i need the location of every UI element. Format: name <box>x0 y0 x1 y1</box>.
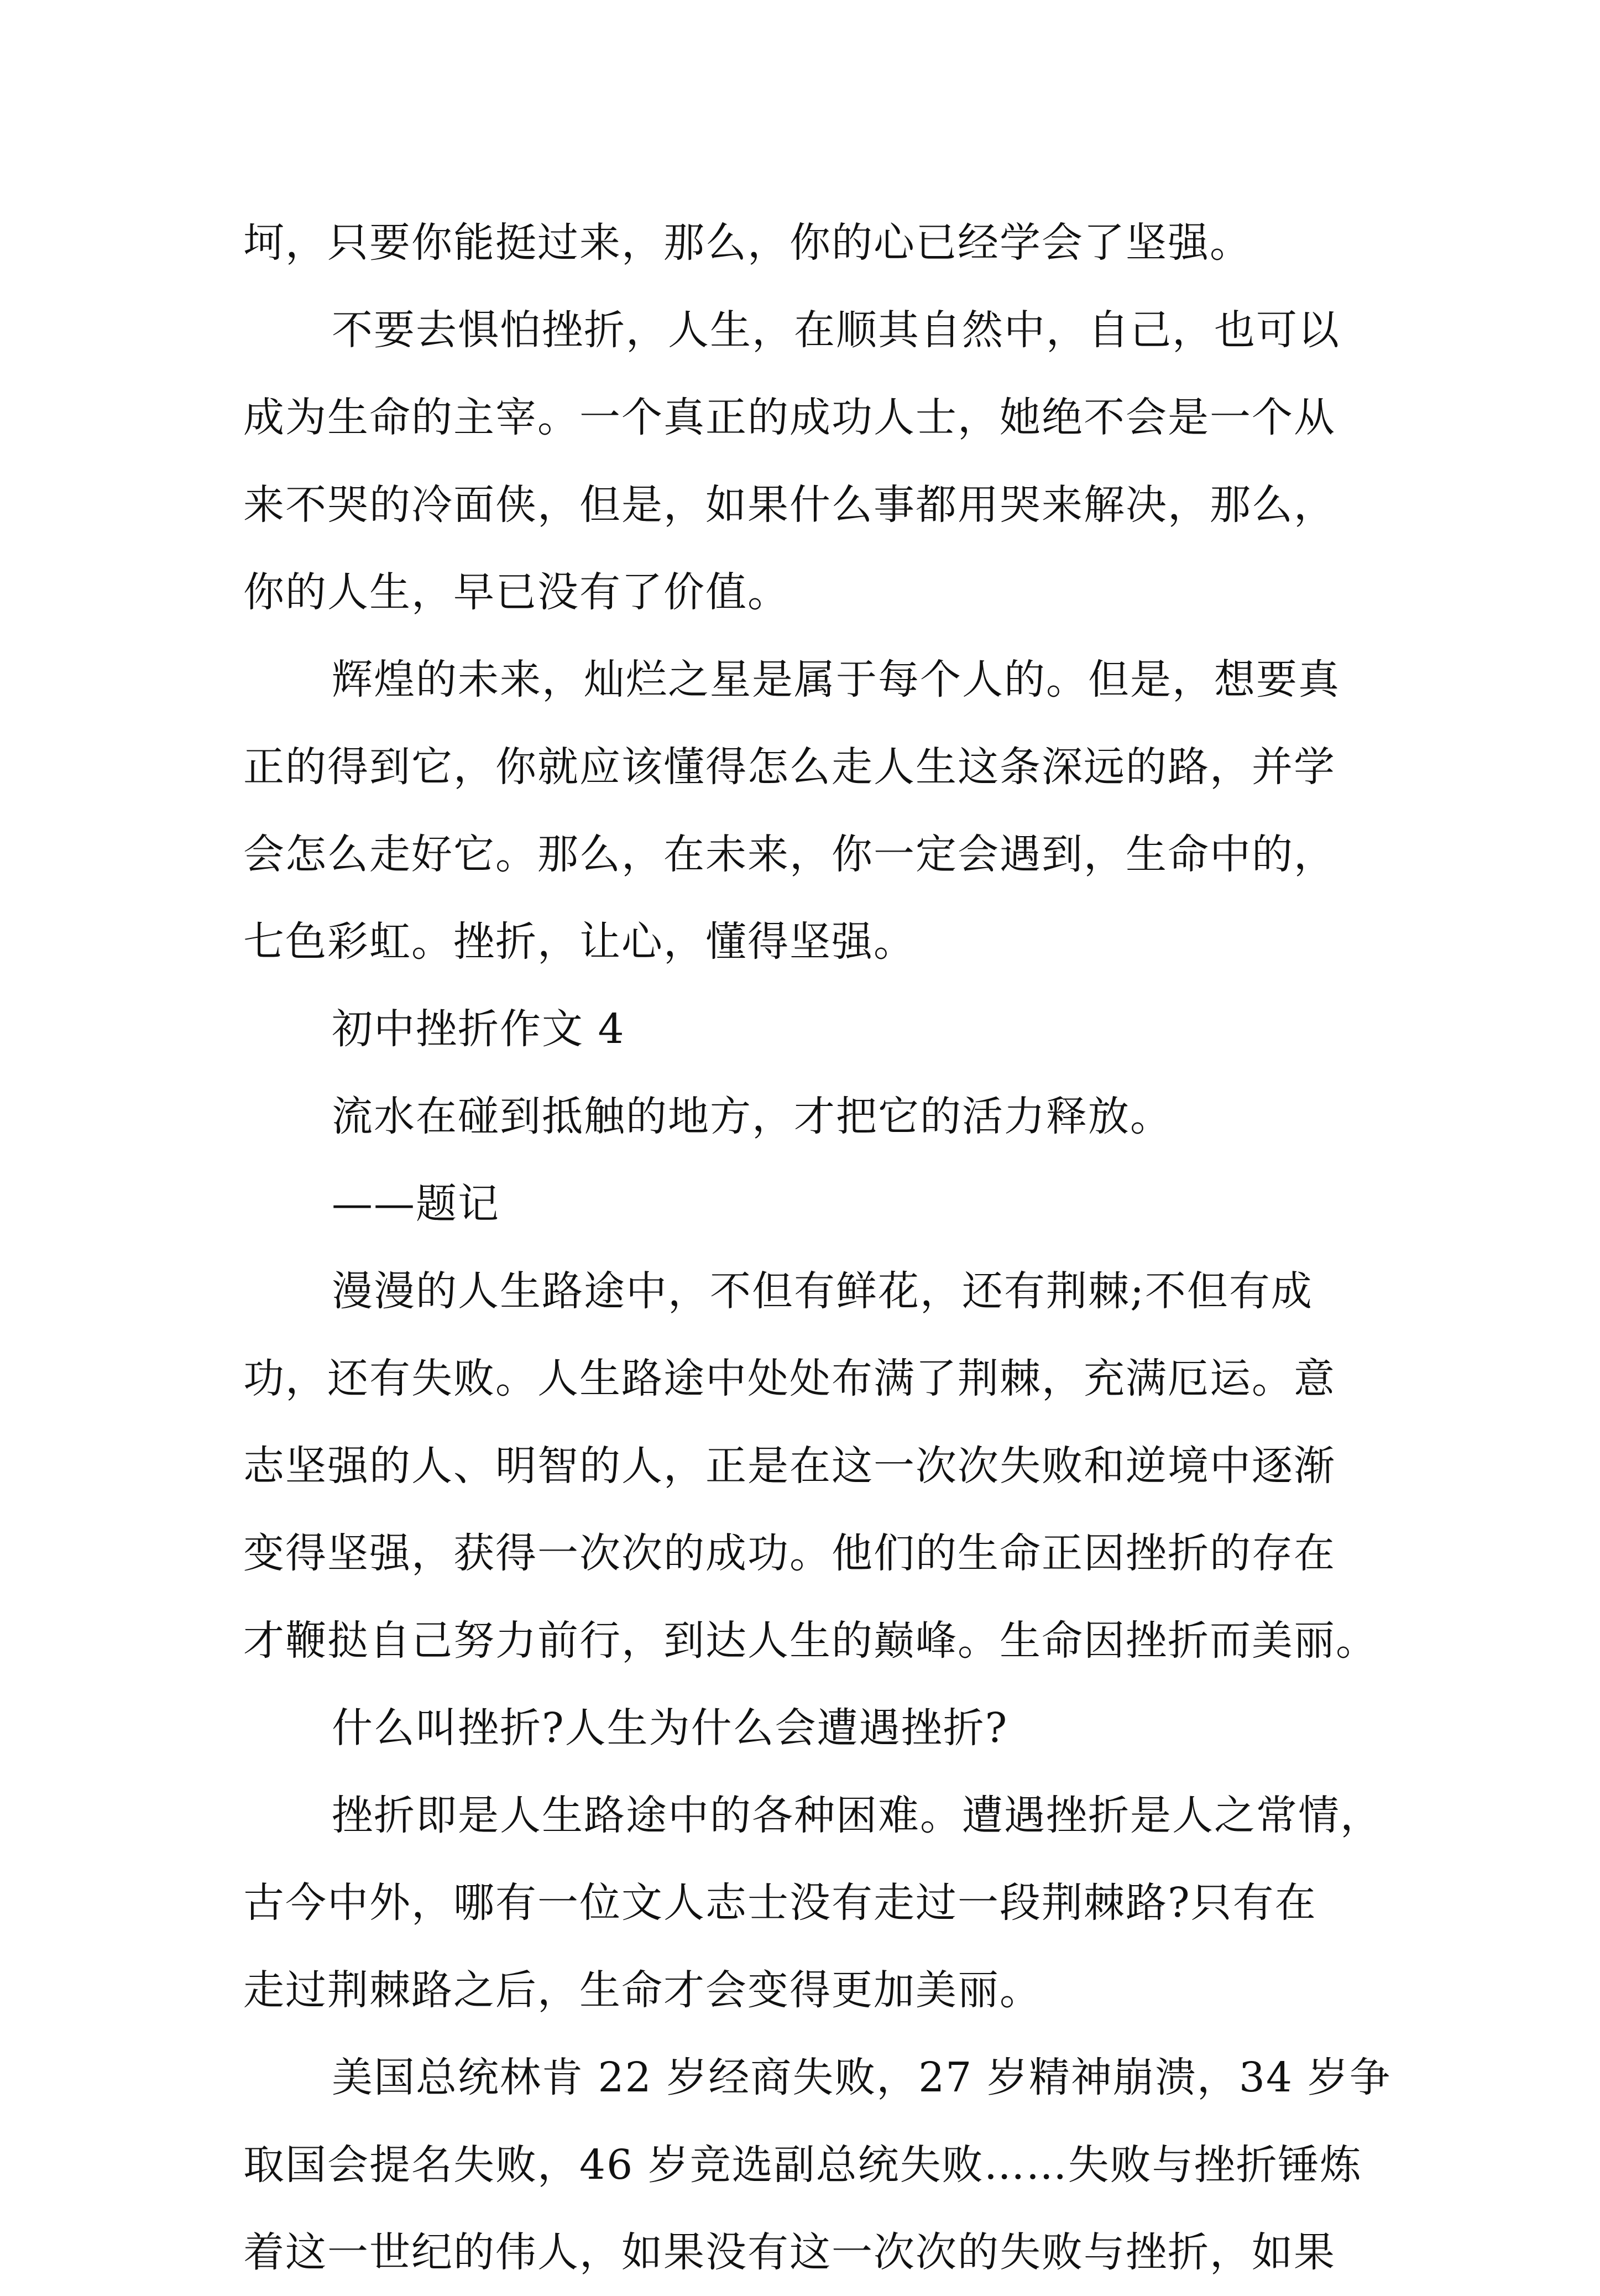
epigraph: 流水在碰到抵触的地方，才把它的活力释放。 <box>332 1093 1172 1140</box>
text-line: 漫漫的人生路途中，不但有鲜花，还有荆棘;不但有成 <box>332 1267 1313 1315</box>
text-line: 变得坚强，获得一次次的成功。他们的生命正因挫折的存在 <box>243 1530 1336 1577</box>
text-line: 你的人生，早已没有了价值。 <box>243 568 789 616</box>
text-line: 来不哭的冷面侠，但是，如果什么事都用哭来解决，那么， <box>243 481 1336 529</box>
text-line: 走过荆棘路之后，生命才会变得更加美丽。 <box>243 1966 1042 2014</box>
text-line: 才鞭挞自己努力前行，到达人生的巅峰。生命因挫折而美丽。 <box>243 1617 1378 1664</box>
text-line: 辉煌的未来，灿烂之星是属于每个人的。但是，想要真 <box>332 656 1340 703</box>
text-line: 坷，只要你能挺过来，那么，你的心已经学会了坚强。 <box>243 219 1252 267</box>
body-text <box>243 199 1392 2296</box>
text-line: 志坚强的人、明智的人，正是在这一次次失败和逆境中逐渐 <box>243 1442 1336 1490</box>
text-line: 取国会提名失败，46 岁竞选副总统失败……失败与挫折锤炼 <box>243 2141 1362 2189</box>
text-line: 古今中外，哪有一位文人志士没有走过一段荆棘路?只有在 <box>243 1879 1317 1927</box>
text-line: 美国总统林肯 22 岁经商失败，27 岁精神崩溃，34 岁争 <box>332 2054 1392 2101</box>
text-line: 功，还有失败。人生路途中处处布满了荆棘，充满厄运。意 <box>243 1355 1336 1402</box>
text-line: 不要去惧怕挫折，人生，在顺其自然中，自己，也可以 <box>332 306 1340 354</box>
text-line: 什么叫挫折?人生为什么会遭遇挫折? <box>332 1704 1008 1752</box>
text-line: 挫折即是人生路途中的各种困难。遭遇挫折是人之常情， <box>332 1792 1382 1839</box>
epigraph-attribution: ——题记 <box>332 1180 500 1228</box>
text-line: 会怎么走好它。那么，在未来，你一定会遇到，生命中的， <box>243 831 1336 878</box>
text-line: 成为生命的主宰。一个真正的成功人士，她绝不会是一个从 <box>243 394 1336 441</box>
text-line: 七色彩虹。挫折，让心，懂得坚强。 <box>243 918 916 966</box>
text-line: 正的得到它，你就应该懂得怎么走人生这条深远的路，并学 <box>243 743 1336 791</box>
section-title: 初中挫折作文 4 <box>332 1005 625 1053</box>
text-line: 着这一世纪的伟人，如果没有这一次次的失败与挫折，如果 <box>243 2229 1336 2276</box>
